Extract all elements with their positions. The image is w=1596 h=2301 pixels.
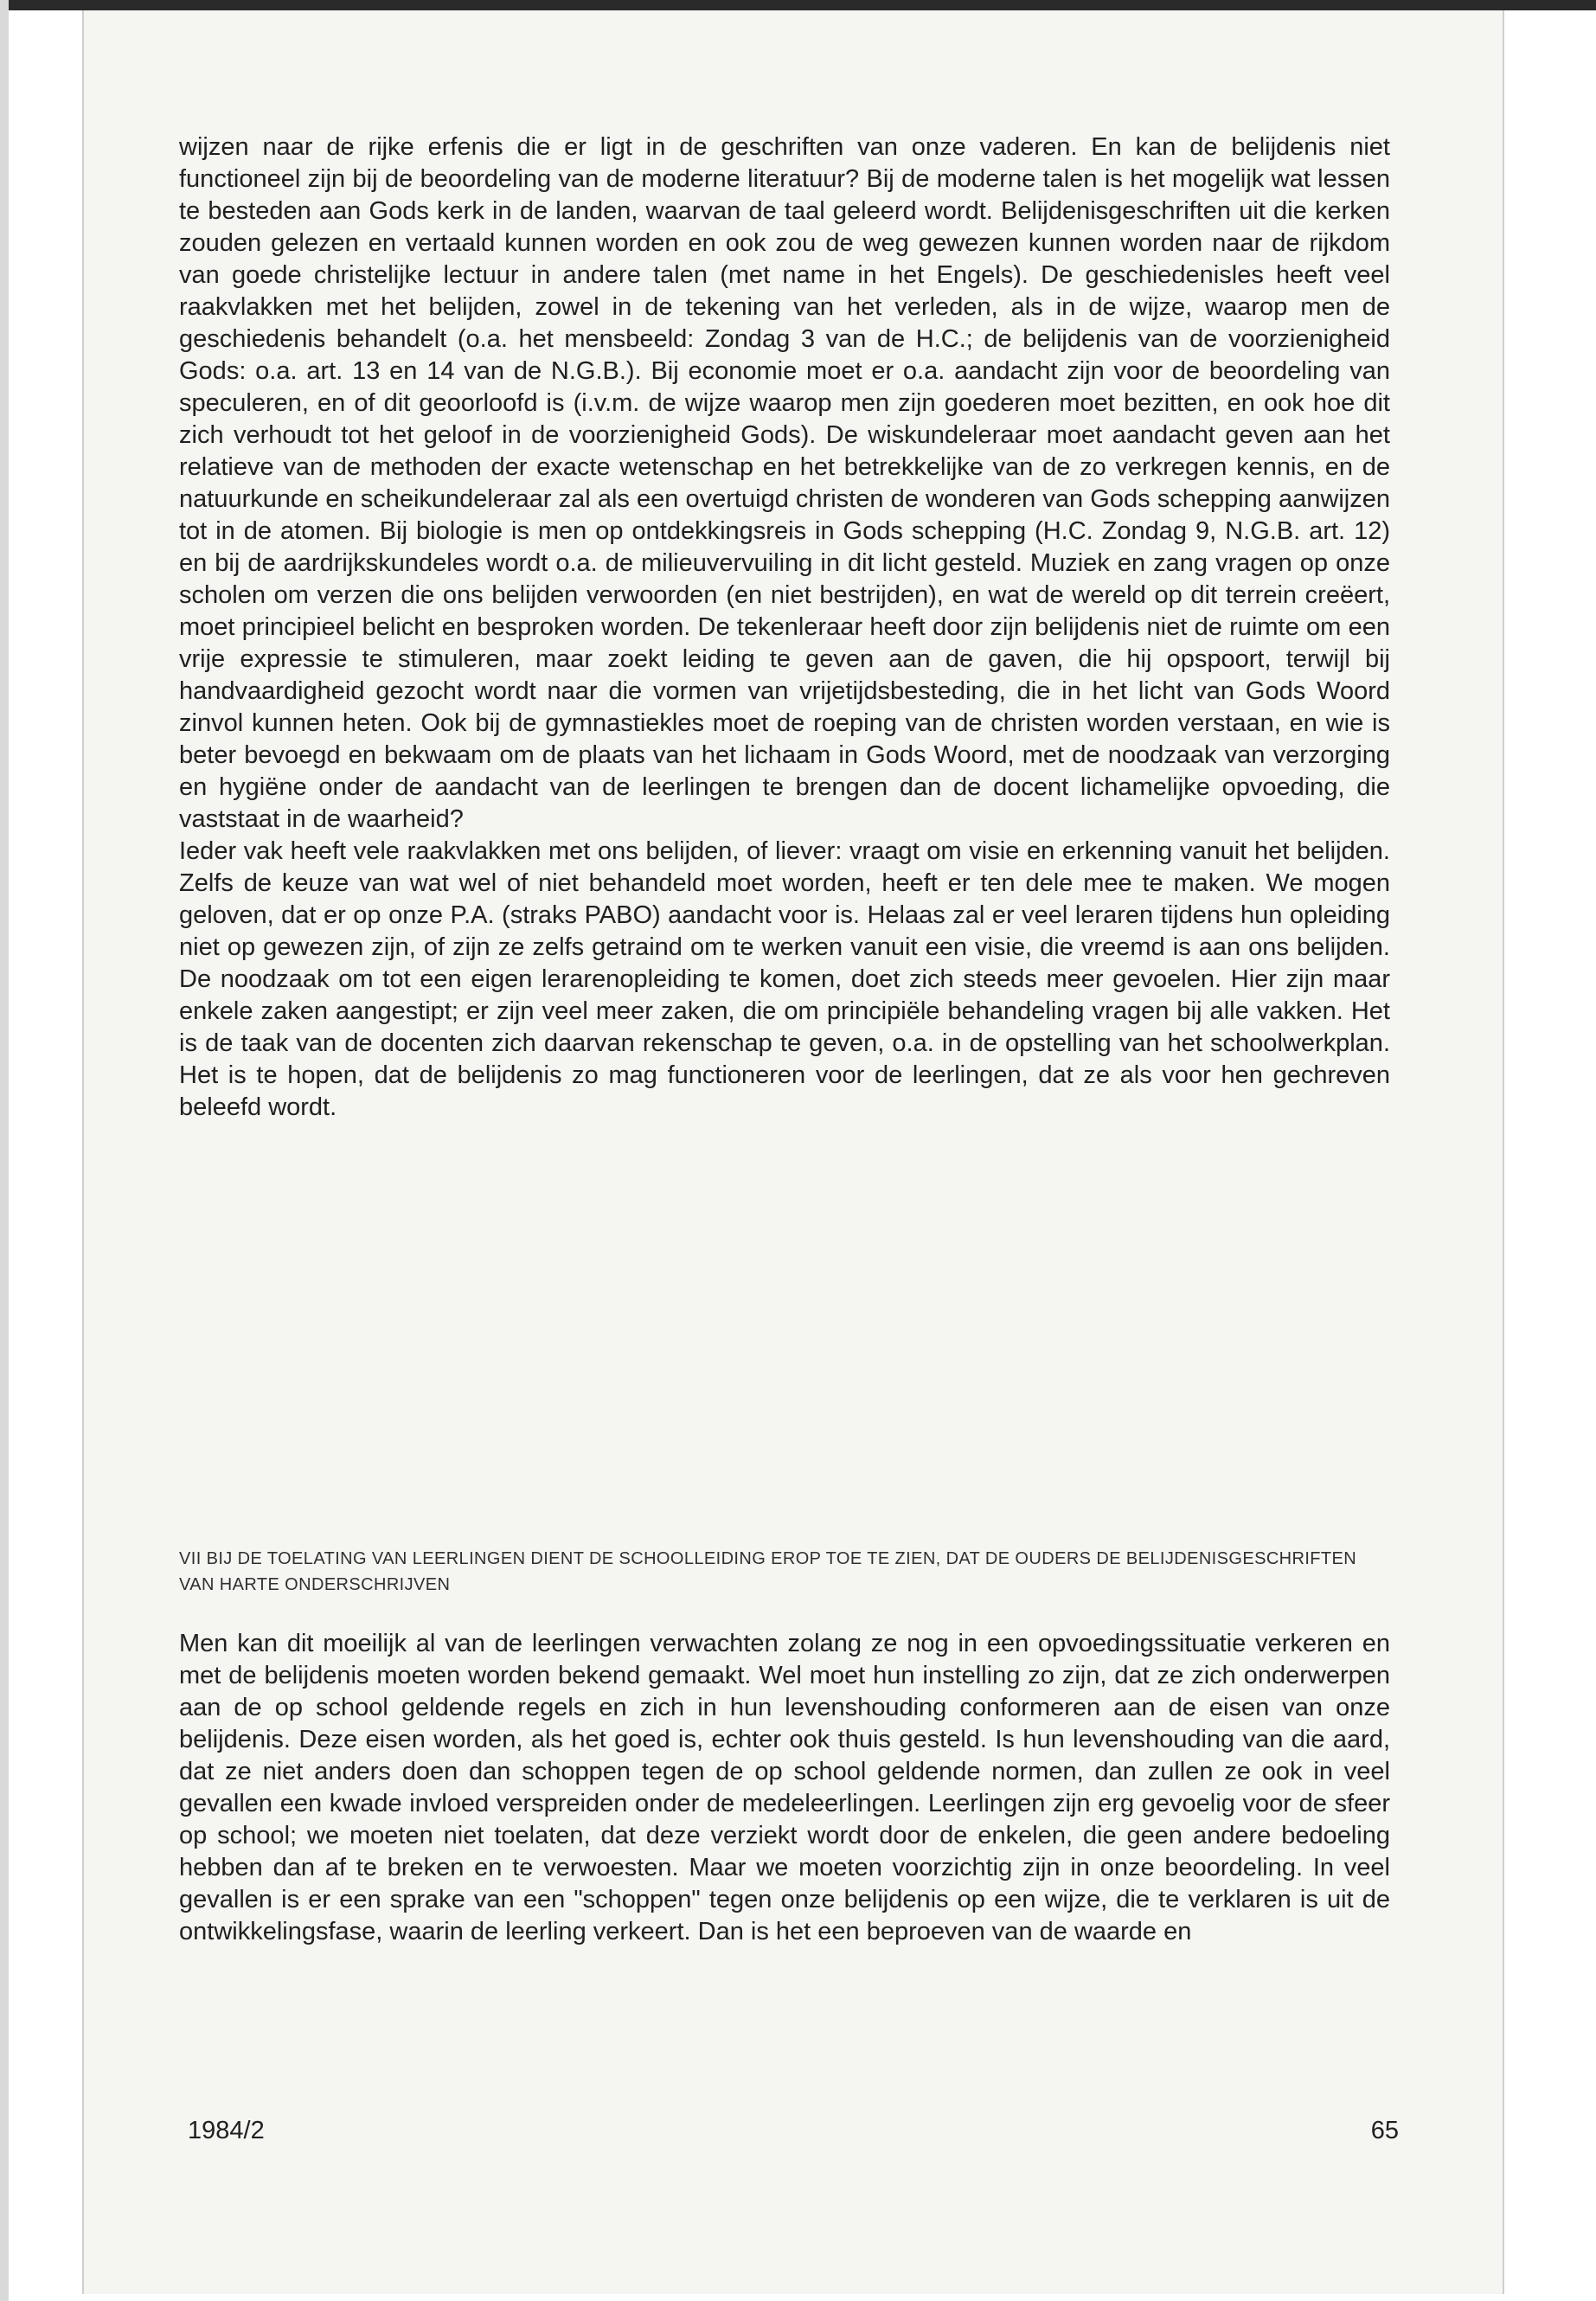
footer-page-number: 65 <box>1370 2117 1399 2144</box>
scan-border-left <box>0 0 9 2301</box>
body-paragraph-2: Ieder vak heeft vele raakvlakken met ons belijden, of liever: vraagt om visie en erkenning vanuit het belijden. Zelfs de keuze van wat wel of niet behandeld moet worden, heeft er ten dele mee te maken. We mogen geloven, dat er op onze P.A. (straks PABO) aandacht voor is. Helaas zal er veel leraren tijdens hun opleiding niet op gewezen zijn, of zijn ze zelfs getraind om te werken vanuit een visie, die vreemd is aan ons belijden. De noodzaak om tot een eigen lerarenopleiding te komen, doet zich steeds meer gevoelen. Hier zijn maar enkele zaken aangestipt; er zijn veel meer zaken, die om principiële behandeling vragen bij alle vakken. Het is de taak van de docenten zich daarvan rekenschap te geven, o.a. in de opstelling van het schoolwerkplan. Het is te hopen, dat de belijdenis zo mag functioneren voor de leerlingen, dat ze als voor hen gechreven beleefd wordt. <box>179 837 1390 1121</box>
footer-issue: 1984/2 <box>188 2117 265 2144</box>
section-heading: VII BIJ DE TOELATING VAN LEERLINGEN DIENT DE SCHOOLLEIDING EROP TOE TE ZIEN, DAT DE OUDERS DE BELIJDENISGESCHRIFTEN VAN HARTE ONDERSCHRIJVEN <box>179 1549 1357 1594</box>
body-paragraph-3: Men kan dit moeilijk al van de leerlingen verwachten zolang ze nog in een opvoedingssituatie verkeren en met de belijdenis moeten worden bekend gemaakt. Wel moet hun instelling zo zijn, dat ze zich onderwerpen aan de op school geldende regels en zich in hun levenshouding conformeren aan de eisen van onze belijdenis. Deze eisen worden, als het goed is, echter ook thuis gesteld. Is hun levenshouding van die aard, dat ze niet anders doen dan schoppen tegen de op school geldende normen, dan zullen ze ook in veel gevallen een kwade invloed verspreiden onder de medeleerlingen. Leerlingen zijn erg gevoelig voor de sfeer op school; we moeten niet toelaten, dat deze verziekt wordt door de enkelen, die geen andere bedoeling hebben dan af te breken en te verwoesten. Maar we moeten voorzichtig zijn in onze beoordeling. In veel gevallen is er een sprake van een "schoppen" tegen onze belijdenis op een wijze, die te verklaren is uit de ontwikkelingsfase, waarin de leerling verkeert. Dan is het een beproeven van de waarde en <box>179 1630 1390 1945</box>
body-paragraph-1: wijzen naar de rijke erfenis die er ligt in de geschriften van onze vaderen. En kan de belijdenis niet functioneel zijn bij de beoordeling van de moderne literatuur? Bij de moderne talen is het mogelijk wat lessen te besteden aan Gods kerk in de landen, waarvan de taal geleerd wordt. Belijdenisgeschriften uit die kerken zouden gelezen en vertaald kunnen worden en ook zou de weg gewezen kunnen worden naar de rijkdom van goede christelijke lectuur in andere talen (met name in het Engels). De geschiedenisles heeft veel raakvlakken met het belijden, zowel in de tekening van het verleden, als in de wijze, waarop men de geschiedenis behandelt (o.a. het mensbeeld: Zondag 3 van de H.C.; de belijdenis van de voorzienigheid Gods: o.a. art. 13 en 14 van de N.G.B.). Bij economie moet er o.a. aandacht zijn voor de beoordeling van speculeren, en of dit geoorloofd is (i.v.m. de wijze waarop men zijn goederen moet bezitten, en ook hoe dit zich verhoudt tot het geloof in de voorzienigheid Gods). De wiskundeleraar moet aandacht geven aan het relatieve van de methoden der exacte wetenschap en het betrekkelijke van de zo verkregen kennis, en de natuurkunde en scheikundeleraar zal als een overtuigd christen de wonderen van Gods schepping aanwijzen tot in de atomen. Bij biologie is men op ontdekkingsreis in Gods schepping (H.C. Zondag 9, N.G.B. art. 12) en bij de aardrijkskundeles wordt o.a. de milieuvervuiling in dit licht gesteld. Muziek en zang vragen op onze scholen om verzen die ons belijden verwoorden (en niet bestrijden), en wat de wereld op dit terrein creëert, moet principieel belicht en besproken worden. De tekenleraar heeft door zijn belijdenis niet de ruimte om een vrije expressie te stimuleren, maar zoekt leiding te geven aan de gaven, die hij opspoort, terwijl bij handvaardigheid gezocht wordt naar die vormen van vrijetijdsbesteding, die in het licht van Gods Woord zinvol kunnen heten. Ook bij de gymnastiekles moet de roeping van de christen worden verstaan, en wie is beter bevoegd en bekwaam om de plaats van het lichaam in Gods Woord, met de noodzaak van verzorging en hygiëne onder de aandacht van de leerlingen te brengen dan de docent lichamelijke opvoeding, die vaststaat in de waarheid? <box>179 133 1390 833</box>
scan-border-top <box>0 0 1596 10</box>
document-page <box>82 10 1504 2294</box>
body-text-top <box>179 131 1390 1124</box>
body-text-bottom <box>179 1628 1390 1948</box>
